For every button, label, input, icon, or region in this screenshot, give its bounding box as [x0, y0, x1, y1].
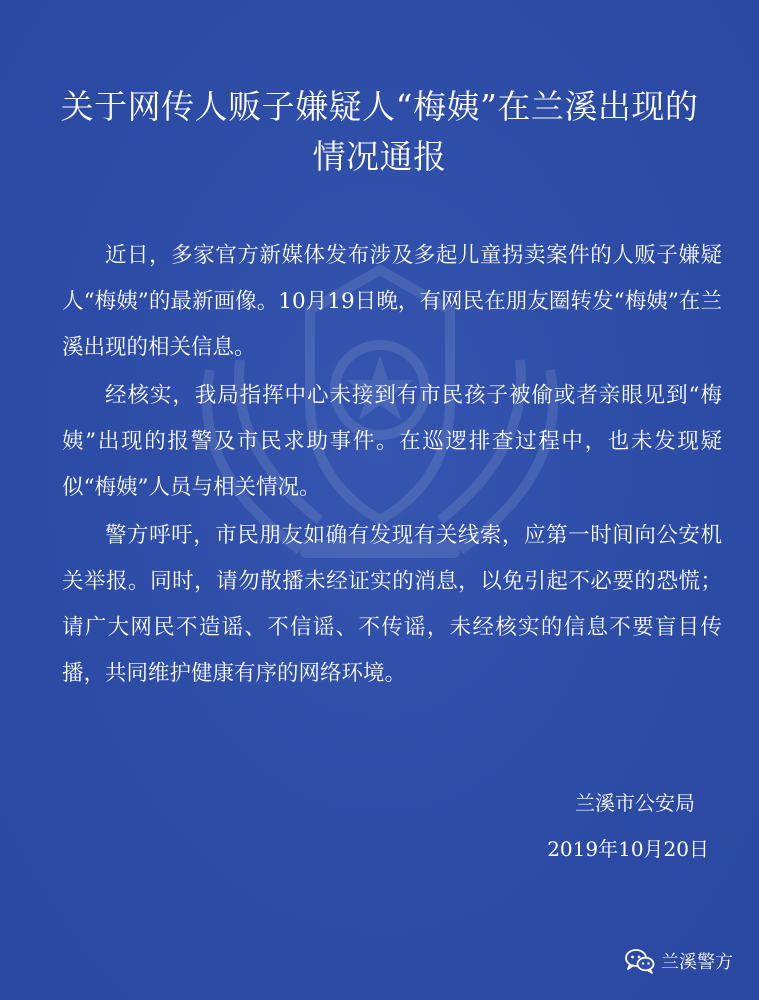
wechat-icon	[625, 948, 655, 974]
wechat-account-brand	[625, 948, 733, 974]
issuing-unit: 兰溪市公安局	[575, 791, 695, 815]
notice-title	[0, 82, 759, 182]
title-line-2: 情况通报	[312, 137, 447, 176]
signature-block	[547, 780, 709, 872]
paragraph-2: 经核实，我局指挥中心未接到有市民孩子被偷或者亲眼见到“梅姨”出现的报警及市民求助事件。在巡逻排查过程中，也未发现疑似“梅姨”人员与相关情况。	[62, 383, 722, 500]
issue-date: 2019年10月20日	[547, 837, 709, 861]
paragraph-1: 近日，多家官方新媒体发布涉及多起儿童拐卖案件的人贩子嫌疑人“梅姨”的最新画像。10月19日晚，有网民在朋友圈转发“梅姨”在兰溪出现的相关信息。	[62, 243, 722, 360]
title-line-1: 关于网传人贩子嫌疑人“梅姨”在兰溪出现的	[60, 87, 699, 126]
notice-body	[62, 233, 722, 699]
account-name: 兰溪警方	[661, 952, 733, 973]
paragraph-3: 警方呼吁，市民朋友如确有发现有关线索，应第一时间向公安机关举报。同时，请勿散播未经证实的消息，以免引起不必要的恐慌；请广大网民不造谣、不信谣、不传谣，未经核实的信息不要盲目传播，共同维护健康有序的网络环境。	[62, 523, 722, 686]
